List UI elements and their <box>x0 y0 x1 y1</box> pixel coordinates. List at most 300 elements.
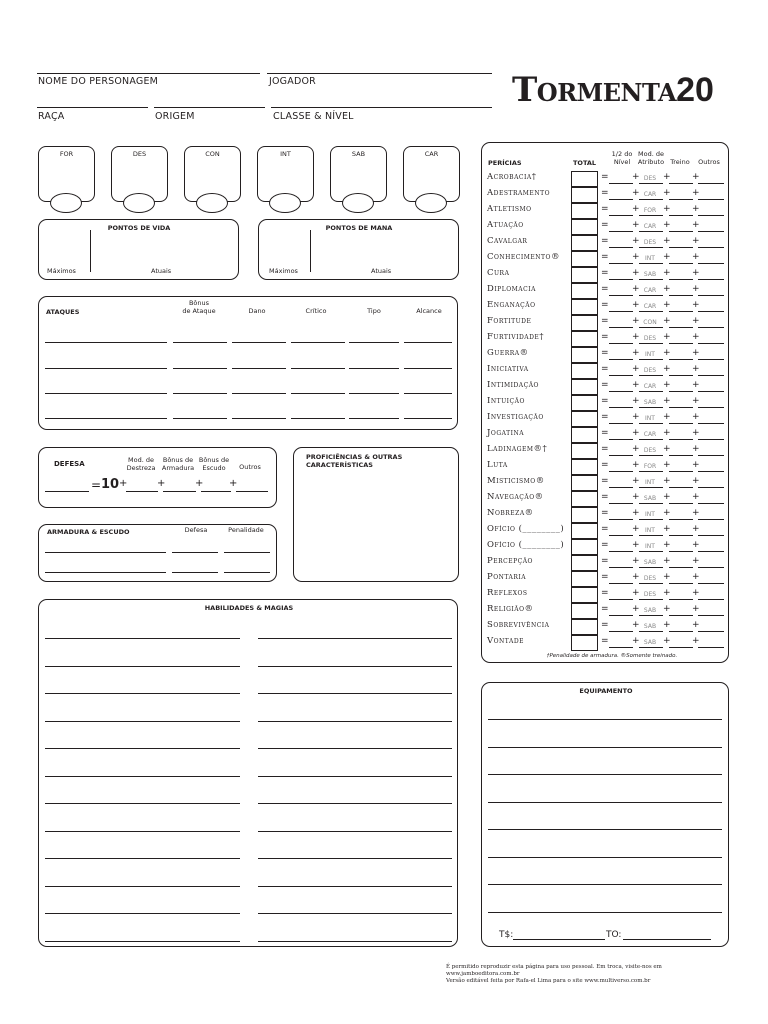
armadura-defesa-line-1[interactable] <box>172 552 218 553</box>
skill-total-box[interactable] <box>571 491 598 507</box>
vida-atual-label: Atuais <box>151 267 172 275</box>
skill-meio-nivel-line[interactable] <box>609 343 633 344</box>
skill-plus-1: + <box>632 444 640 454</box>
skill-name: Cavalgar <box>487 236 528 246</box>
ataque-line-r1-c4[interactable] <box>349 368 399 369</box>
skill-plus-3: + <box>692 444 700 454</box>
ataque-line-r3-c1[interactable] <box>173 418 227 419</box>
skill-attr-line[interactable] <box>639 503 663 504</box>
skill-treino-line[interactable] <box>669 343 693 344</box>
skill-meio-nivel-line[interactable] <box>609 199 633 200</box>
habilidade-line-r2-c1[interactable] <box>258 693 452 694</box>
skill-attr-hint: SAB <box>643 399 657 406</box>
skill-meio-nivel-line[interactable] <box>609 391 633 392</box>
skill-outros-line[interactable] <box>698 407 724 408</box>
skill-outros-line[interactable] <box>698 503 724 504</box>
skill-plus-1: + <box>632 460 640 470</box>
skill-plus-2: + <box>663 348 671 358</box>
skill-treino-line[interactable] <box>669 631 693 632</box>
habilidade-line-r6-c0[interactable] <box>45 803 240 804</box>
attr-mod-oval-for[interactable] <box>50 193 82 213</box>
skill-treino-line[interactable] <box>669 247 693 248</box>
skill-outros-line[interactable] <box>698 295 724 296</box>
ataque-line-r1-c3[interactable] <box>291 368 345 369</box>
skill-treino-line[interactable] <box>669 423 693 424</box>
skill-meio-nivel-line[interactable] <box>609 487 633 488</box>
skill-attr-line[interactable] <box>639 359 663 360</box>
skill-attr-line[interactable] <box>639 263 663 264</box>
attr-label-sab: SAB <box>351 150 366 158</box>
skill-treino-line[interactable] <box>669 503 693 504</box>
skill-meio-nivel-line[interactable] <box>609 183 633 184</box>
skill-treino-line[interactable] <box>669 359 693 360</box>
skill-meio-nivel-line[interactable] <box>609 567 633 568</box>
skill-name: Conhecimento® <box>487 252 560 262</box>
skill-plus-2: + <box>663 300 671 310</box>
skill-treino-line[interactable] <box>669 183 693 184</box>
ataque-line-r0-c3[interactable] <box>291 342 345 343</box>
skill-meio-nivel-line[interactable] <box>609 503 633 504</box>
habilidade-line-r9-c1[interactable] <box>258 886 452 887</box>
skill-outros-line[interactable] <box>698 199 724 200</box>
skill-equals: = <box>601 172 609 182</box>
armadura-pen-line-1[interactable] <box>224 552 270 553</box>
skill-total-box[interactable] <box>571 619 598 635</box>
skill-name: Fortitude <box>487 316 532 326</box>
armadura-title: ARMADURA & ESCUDO <box>47 528 130 536</box>
ataque-line-r3-c2[interactable] <box>232 418 286 419</box>
footer-line-2: Versão editável feita por Rafa-el Lima para o site www.multiverso.com.br <box>446 978 651 984</box>
skill-meio-nivel-line[interactable] <box>609 359 633 360</box>
skill-meio-nivel-line[interactable] <box>609 247 633 248</box>
skill-treino-line[interactable] <box>669 311 693 312</box>
skill-treino-line[interactable] <box>669 487 693 488</box>
tormenta-logo <box>512 70 732 114</box>
skill-total-box[interactable] <box>571 555 598 571</box>
skill-total-box[interactable] <box>571 363 598 379</box>
skill-equals: = <box>601 332 609 342</box>
habilidade-line-r0-c0[interactable] <box>45 638 240 639</box>
ataque-line-r3-c3[interactable] <box>291 418 345 419</box>
mod-destreza-label: Mod. de Destreza <box>126 456 156 472</box>
skill-attr-line[interactable] <box>639 295 663 296</box>
skill-row <box>487 251 725 267</box>
habilidade-line-r4-c0[interactable] <box>45 748 240 749</box>
skill-outros-line[interactable] <box>698 215 724 216</box>
skill-plus-1: + <box>632 604 640 614</box>
skill-meio-nivel-line[interactable] <box>609 631 633 632</box>
origem-label: ORIGEM <box>155 111 195 122</box>
skill-plus-3: + <box>692 300 700 310</box>
habilidade-line-r10-c1[interactable] <box>258 913 452 914</box>
defesa-esc-line[interactable] <box>201 491 231 492</box>
skill-treino-line[interactable] <box>669 471 693 472</box>
skill-treino-line[interactable] <box>669 455 693 456</box>
skill-outros-line[interactable] <box>698 263 724 264</box>
habilidade-line-r4-c1[interactable] <box>258 748 452 749</box>
skill-meio-nivel-line[interactable] <box>609 647 633 648</box>
habilidades-box <box>38 599 458 947</box>
equipamento-line-2[interactable] <box>488 774 722 775</box>
skill-meio-nivel-line[interactable] <box>609 535 633 536</box>
skill-attr-line[interactable] <box>639 247 663 248</box>
skill-total-box[interactable] <box>571 315 598 331</box>
skill-attr-line[interactable] <box>639 567 663 568</box>
raca-line <box>37 107 148 108</box>
ataque-line-r1-c2[interactable] <box>232 368 286 369</box>
skill-treino-line[interactable] <box>669 279 693 280</box>
ataque-line-r0-c2[interactable] <box>232 342 286 343</box>
skill-attr-hint: SAB <box>643 639 657 646</box>
skill-attr-line[interactable] <box>639 631 663 632</box>
skill-outros-line[interactable] <box>698 455 724 456</box>
skill-meio-nivel-line[interactable] <box>609 215 633 216</box>
skill-row <box>487 427 725 443</box>
skill-treino-line[interactable] <box>669 391 693 392</box>
logo-number: 20 <box>676 71 714 109</box>
habilidade-line-r5-c0[interactable] <box>45 776 240 777</box>
skill-treino-line[interactable] <box>669 375 693 376</box>
habilidade-line-r3-c0[interactable] <box>45 721 240 722</box>
skill-outros-line[interactable] <box>698 231 724 232</box>
skill-outros-line[interactable] <box>698 327 724 328</box>
skill-total-box[interactable] <box>571 347 598 363</box>
attr-mod-oval-sab[interactable] <box>342 193 374 213</box>
habilidade-line-r9-c0[interactable] <box>45 886 240 887</box>
skill-total-box[interactable] <box>571 475 598 491</box>
skill-attr-line[interactable] <box>639 407 663 408</box>
skill-total-box[interactable] <box>571 443 598 459</box>
skill-meio-nivel-line[interactable] <box>609 311 633 312</box>
skill-treino-line[interactable] <box>669 295 693 296</box>
skill-plus-1: + <box>632 220 640 230</box>
skill-meio-nivel-line[interactable] <box>609 439 633 440</box>
ataques-title: ATAQUES <box>46 308 80 316</box>
skill-plus-3: + <box>692 508 700 518</box>
footer <box>446 964 730 985</box>
ataque-line-r3-c5[interactable] <box>404 418 452 419</box>
ataque-line-r3-c0[interactable] <box>45 418 167 419</box>
skill-name: Religião® <box>487 604 534 614</box>
skill-total-box[interactable] <box>571 171 598 187</box>
skill-total-box[interactable] <box>571 283 598 299</box>
skill-plus-1: + <box>632 204 640 214</box>
skill-attr-line[interactable] <box>639 279 663 280</box>
skill-treino-line[interactable] <box>669 567 693 568</box>
attr-mod-oval-int[interactable] <box>269 193 301 213</box>
skill-total-box[interactable] <box>571 523 598 539</box>
armadura-box <box>38 524 277 582</box>
skill-treino-line[interactable] <box>669 263 693 264</box>
ataque-line-r2-c5[interactable] <box>404 393 452 394</box>
skill-meio-nivel-line[interactable] <box>609 519 633 520</box>
ataque-line-r2-c4[interactable] <box>349 393 399 394</box>
defesa-total-line[interactable] <box>45 491 89 492</box>
skill-total-box[interactable] <box>571 331 598 347</box>
skill-attr-line[interactable] <box>639 375 663 376</box>
skill-treino-line[interactable] <box>669 615 693 616</box>
skill-outros-line[interactable] <box>698 535 724 536</box>
skill-treino-line[interactable] <box>669 535 693 536</box>
armadura-defesa-line-2[interactable] <box>172 572 218 573</box>
to-line[interactable] <box>623 939 711 940</box>
skill-outros-line[interactable] <box>698 471 724 472</box>
skill-attr-line[interactable] <box>639 215 663 216</box>
equipamento-line-7[interactable] <box>488 912 722 913</box>
armadura-nome-line-1[interactable] <box>45 552 166 553</box>
habilidade-line-r6-c1[interactable] <box>258 803 452 804</box>
skill-plus-2: + <box>663 620 671 630</box>
skill-outros-line[interactable] <box>698 247 724 248</box>
skill-meio-nivel-line[interactable] <box>609 327 633 328</box>
treino-label: Treino <box>670 158 690 166</box>
skill-plus-3: + <box>692 620 700 630</box>
ataque-line-r0-c5[interactable] <box>404 342 452 343</box>
skill-name: Intuição <box>487 396 525 406</box>
skill-plus-1: + <box>632 588 640 598</box>
habilidade-line-r3-c1[interactable] <box>258 721 452 722</box>
skill-plus-3: + <box>692 172 700 182</box>
skill-total-box[interactable] <box>571 507 598 523</box>
de-ataque-word: de Ataque <box>182 306 216 315</box>
skill-outros-line[interactable] <box>698 359 724 360</box>
skill-meio-nivel-line[interactable] <box>609 583 633 584</box>
skill-outros-line[interactable] <box>698 615 724 616</box>
skill-attr-line[interactable] <box>639 487 663 488</box>
skill-attr-line[interactable] <box>639 311 663 312</box>
skill-total-box[interactable] <box>571 251 598 267</box>
skill-outros-line[interactable] <box>698 391 724 392</box>
skill-total-box[interactable] <box>571 603 598 619</box>
ataque-line-r3-c4[interactable] <box>349 418 399 419</box>
skill-total-box[interactable] <box>571 571 598 587</box>
skill-plus-3: + <box>692 540 700 550</box>
skill-outros-line[interactable] <box>698 423 724 424</box>
skill-outros-line[interactable] <box>698 439 724 440</box>
skill-attr-line[interactable] <box>639 439 663 440</box>
ts-line[interactable] <box>513 939 605 940</box>
equipamento-line-5[interactable] <box>488 857 722 858</box>
habilidade-line-r11-c1[interactable] <box>258 941 452 942</box>
skill-meio-nivel-line[interactable] <box>609 263 633 264</box>
skill-meio-nivel-line[interactable] <box>609 295 633 296</box>
skill-outros-line[interactable] <box>698 487 724 488</box>
habilidade-line-r7-c0[interactable] <box>45 831 240 832</box>
skill-attr-line[interactable] <box>639 199 663 200</box>
attr-mod-oval-des[interactable] <box>123 193 155 213</box>
skill-treino-line[interactable] <box>669 551 693 552</box>
skill-plus-2: + <box>663 572 671 582</box>
attr-mod-oval-car[interactable] <box>415 193 447 213</box>
ataque-line-r2-c2[interactable] <box>232 393 286 394</box>
equipamento-line-3[interactable] <box>488 802 722 803</box>
ataque-line-r0-c4[interactable] <box>349 342 399 343</box>
skill-attr-line[interactable] <box>639 327 663 328</box>
ataque-line-r2-c1[interactable] <box>173 393 227 394</box>
skill-treino-line[interactable] <box>669 407 693 408</box>
habilidade-line-r0-c1[interactable] <box>258 638 452 639</box>
habilidade-line-r10-c0[interactable] <box>45 913 240 914</box>
skill-attr-line[interactable] <box>639 583 663 584</box>
skill-meio-nivel-line[interactable] <box>609 471 633 472</box>
skill-row <box>487 187 725 203</box>
skill-meio-nivel-line[interactable] <box>609 407 633 408</box>
skill-equals: = <box>601 428 609 438</box>
defesa-outros-line[interactable] <box>236 491 268 492</box>
skill-meio-nivel-line[interactable] <box>609 455 633 456</box>
defesa-plus-4: + <box>229 478 238 489</box>
equipamento-line-4[interactable] <box>488 829 722 830</box>
skill-total-box[interactable] <box>571 203 598 219</box>
skill-outros-line[interactable] <box>698 551 724 552</box>
skill-total-box[interactable] <box>571 395 598 411</box>
habilidade-line-r7-c1[interactable] <box>258 831 452 832</box>
skill-outros-line[interactable] <box>698 631 724 632</box>
skill-attr-line[interactable] <box>639 471 663 472</box>
skill-treino-line[interactable] <box>669 215 693 216</box>
habilidade-line-r5-c1[interactable] <box>258 776 452 777</box>
skill-total-box[interactable] <box>571 427 598 443</box>
skill-treino-line[interactable] <box>669 583 693 584</box>
skill-plus-3: + <box>692 252 700 262</box>
skill-attr-line[interactable] <box>639 423 663 424</box>
skill-outros-line[interactable] <box>698 599 724 600</box>
skill-row <box>487 299 725 315</box>
defesa-arm-line[interactable] <box>163 491 196 492</box>
skill-treino-line[interactable] <box>669 327 693 328</box>
skill-total-box[interactable] <box>571 539 598 555</box>
skill-attr-line[interactable] <box>639 647 663 648</box>
skill-outros-line[interactable] <box>698 343 724 344</box>
skill-plus-2: + <box>663 204 671 214</box>
proficiencias-box[interactable] <box>293 447 459 582</box>
skill-outros-line[interactable] <box>698 519 724 520</box>
ataque-line-r0-c0[interactable] <box>45 342 167 343</box>
equipamento-line-0[interactable] <box>488 719 722 720</box>
ataques-tipo-label: Tipo <box>367 307 381 315</box>
skill-attr-line[interactable] <box>639 615 663 616</box>
skill-plus-2: + <box>663 412 671 422</box>
pericias-footnote: †Penalidade de armadura. ®Somente treinado. <box>546 653 678 659</box>
skill-total-box[interactable] <box>571 299 598 315</box>
skill-attr-line[interactable] <box>639 231 663 232</box>
equipamento-line-1[interactable] <box>488 747 722 748</box>
skill-attr-line[interactable] <box>639 391 663 392</box>
skill-attr-line[interactable] <box>639 551 663 552</box>
skill-total-box[interactable] <box>571 635 598 651</box>
defesa-plus-1: + <box>119 478 128 489</box>
skill-meio-nivel-line[interactable] <box>609 231 633 232</box>
skill-attr-line[interactable] <box>639 535 663 536</box>
pericias-total-label: TOTAL <box>573 159 597 167</box>
habilidade-line-r1-c1[interactable] <box>258 666 452 667</box>
skill-row <box>487 411 725 427</box>
ataque-line-r0-c1[interactable] <box>173 342 227 343</box>
pericias-title: PERÍCIAS <box>488 159 522 167</box>
skill-outros-line[interactable] <box>698 647 724 648</box>
skill-plus-2: + <box>663 524 671 534</box>
ataque-line-r1-c1[interactable] <box>173 368 227 369</box>
skill-outros-line[interactable] <box>698 375 724 376</box>
skill-treino-line[interactable] <box>669 199 693 200</box>
habilidade-line-r8-c0[interactable] <box>45 858 240 859</box>
skill-plus-2: + <box>663 396 671 406</box>
pericias-outros-label: Outros <box>698 158 720 166</box>
skill-outros-line[interactable] <box>698 567 724 568</box>
defesa-des-line[interactable] <box>126 491 158 492</box>
skill-plus-2: + <box>663 444 671 454</box>
habilidade-line-r8-c1[interactable] <box>258 858 452 859</box>
skill-outros-line[interactable] <box>698 183 724 184</box>
armadura-nome-line-2[interactable] <box>45 572 166 573</box>
skill-meio-nivel-line[interactable] <box>609 615 633 616</box>
pontos-mana-title: PONTOS DE MANA <box>325 224 393 232</box>
skill-treino-line[interactable] <box>669 599 693 600</box>
skill-plus-2: + <box>663 604 671 614</box>
skill-outros-line[interactable] <box>698 279 724 280</box>
skill-treino-line[interactable] <box>669 647 693 648</box>
skill-meio-nivel-line[interactable] <box>609 423 633 424</box>
skill-plus-1: + <box>632 396 640 406</box>
ataque-line-r1-c5[interactable] <box>404 368 452 369</box>
skill-meio-nivel-line[interactable] <box>609 599 633 600</box>
skill-name: Ofício (________) <box>487 524 565 534</box>
skill-total-box[interactable] <box>571 459 598 475</box>
skill-outros-line[interactable] <box>698 583 724 584</box>
skill-attr-line[interactable] <box>639 455 663 456</box>
skill-treino-line[interactable] <box>669 519 693 520</box>
skill-attr-line[interactable] <box>639 519 663 520</box>
skill-treino-line[interactable] <box>669 231 693 232</box>
skill-plus-3: + <box>692 636 700 646</box>
ataques-box <box>38 296 458 430</box>
skill-attr-line[interactable] <box>639 599 663 600</box>
skill-total-box[interactable] <box>571 587 598 603</box>
skill-total-box[interactable] <box>571 267 598 283</box>
skill-outros-line[interactable] <box>698 311 724 312</box>
skill-equals: = <box>601 252 609 262</box>
skill-meio-nivel-line[interactable] <box>609 375 633 376</box>
habilidade-line-r2-c0[interactable] <box>45 693 240 694</box>
skill-plus-3: + <box>692 236 700 246</box>
skill-total-box[interactable] <box>571 187 598 203</box>
skill-row <box>487 283 725 299</box>
attr-label-car: CAR <box>424 150 439 158</box>
skill-meio-nivel-line[interactable] <box>609 279 633 280</box>
skill-treino-line[interactable] <box>669 439 693 440</box>
skill-total-box[interactable] <box>571 235 598 251</box>
skill-attr-line[interactable] <box>639 343 663 344</box>
ataque-line-r2-c3[interactable] <box>291 393 345 394</box>
skill-total-box[interactable] <box>571 379 598 395</box>
habilidade-line-r1-c0[interactable] <box>45 666 240 667</box>
habilidade-line-r11-c0[interactable] <box>45 941 240 942</box>
ataque-line-r2-c0[interactable] <box>45 393 167 394</box>
skill-total-box[interactable] <box>571 219 598 235</box>
attr-mod-oval-con[interactable] <box>196 193 228 213</box>
skill-equals: = <box>601 204 609 214</box>
skill-meio-nivel-line[interactable] <box>609 551 633 552</box>
equipamento-line-6[interactable] <box>488 884 722 885</box>
attr-label-for: FOR <box>59 150 74 158</box>
skill-plus-3: + <box>692 428 700 438</box>
ataque-line-r1-c0[interactable] <box>45 368 167 369</box>
armadura-pen-line-2[interactable] <box>224 572 270 573</box>
skill-attr-line[interactable] <box>639 183 663 184</box>
skill-attr-hint: CON <box>643 319 657 326</box>
skill-total-box[interactable] <box>571 411 598 427</box>
bonus-escudo-label: Bônus de Escudo <box>198 456 230 472</box>
